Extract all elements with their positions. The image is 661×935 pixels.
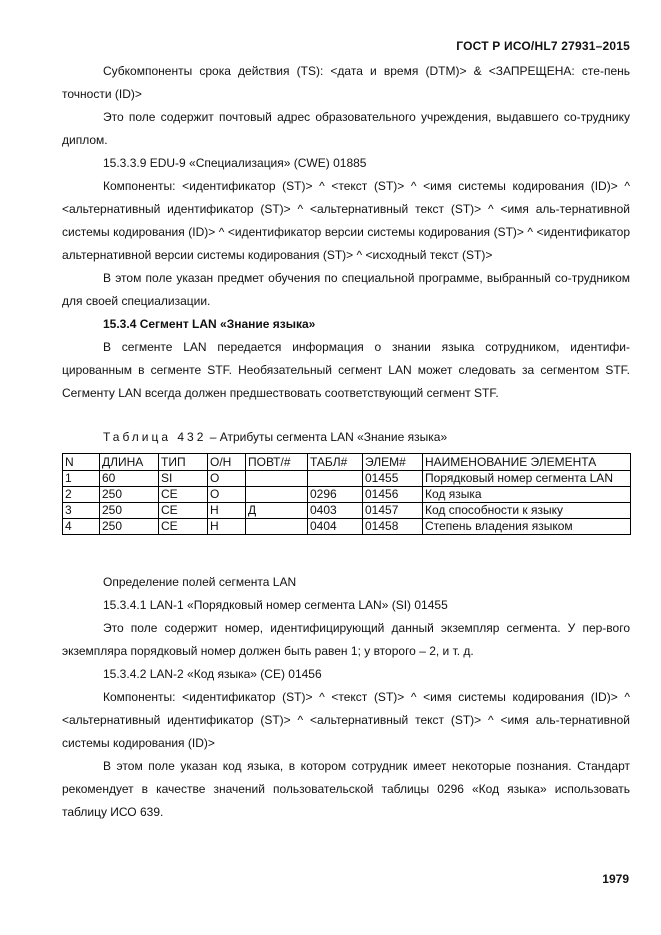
table-cell: CE <box>159 519 208 535</box>
table-cell: Код языка <box>423 487 631 503</box>
paragraph: В сегменте LAN передается информация о знании языка сотрудником, идентифи-цированным в сегменте STF. Необязательный сегмент LAN может следовать за сегментом STF. Сегменту LAN всегда должен предшествовать соответствующий сегмент STF. <box>62 340 630 400</box>
table-cell: Н <box>208 503 246 519</box>
table-row <box>63 503 631 519</box>
table-header-row <box>63 454 631 471</box>
paragraph: В этом поле указан код языка, в котором сотрудник имеет некоторые познания. Стандарт рекомендует в качестве значений пользовательской таблицы 0296 «Код языка» использовать таблицу ИСО 639. <box>62 759 630 819</box>
table-cell: 01458 <box>363 519 423 535</box>
segment-attributes-table <box>62 453 631 535</box>
table-cell: 250 <box>100 487 159 503</box>
table-header-cell: ПОВТ/# <box>246 454 308 471</box>
table-cell: 01455 <box>363 471 423 487</box>
table-cell: 0403 <box>308 503 363 519</box>
section-heading: 15.3.3.9 EDU-9 «Специализация» (CWE) 01885 <box>103 156 367 170</box>
table-cell: Д <box>246 503 308 519</box>
table-cell: 60 <box>100 471 159 487</box>
table-cell: CE <box>159 487 208 503</box>
table-header-cell: ДЛИНА <box>100 454 159 471</box>
paragraph: Компоненты: <идентификатор (ST)> ^ <текст (ST)> ^ <имя системы кодирования (ID)> ^ <альтернативный идентификатор (ST)> ^ <альтернативный текст (ST)> ^ <имя аль-тернативной системы кодирования (ID)> ^ <идентификатор версии системы кодирования (ST)> ^ <идентификатор альтернативной версии системы кодирования (ST)> ^ <исходный текст (ST)> <box>62 179 630 262</box>
section-heading-bold: 15.3.4 Сегмент LAN «Знание языка» <box>103 317 316 331</box>
paragraph: Субкомпоненты срока действия (TS): <дата и время (DTM)> & <ЗАПРЕЩЕНА: сте-пень точности (ID)> <box>62 64 630 101</box>
table-caption <box>103 430 447 444</box>
table-row <box>63 519 631 535</box>
table-header-cell: НАИМЕНОВАНИЕ ЭЛЕМЕНТА <box>423 454 631 471</box>
table-cell: Н <box>208 519 246 535</box>
table-header-cell: ЭЛЕМ# <box>363 454 423 471</box>
table-cell: Код способности к языку <box>423 503 631 519</box>
paragraph: Компоненты: <идентификатор (ST)> ^ <текст (ST)> ^ <имя системы кодирования (ID)> ^ <альтернативный идентификатор (ST)> ^ <альтернативный текст (ST)> ^ <имя аль-тернативной системы кодирования (ID)> <box>62 690 630 750</box>
table-row <box>63 487 631 503</box>
paragraph: В этом поле указан предмет обучения по специальной программе, выбранный со-трудником для своей специализации. <box>62 271 630 308</box>
section-heading: 15.3.4.2 LAN-2 «Код языка» (CE) 01456 <box>103 667 322 681</box>
paragraph: Определение полей сегмента LAN <box>103 575 297 589</box>
table-row <box>63 471 631 487</box>
table-cell: 4 <box>63 519 100 535</box>
table-caption-text: – Атрибуты сегмента LAN «Знание языка» <box>209 430 448 444</box>
table-cell <box>246 487 308 503</box>
paragraph: Это поле содержит почтовый адрес образовательного учреждения, выдавшего со-труднику диплом. <box>62 110 630 147</box>
section-heading: 15.3.4.1 LAN-1 «Порядковый номер сегмента LAN» (SI) 01455 <box>103 598 448 612</box>
table-cell: 3 <box>63 503 100 519</box>
table-header-cell: О/Н <box>208 454 246 471</box>
table-cell: 250 <box>100 519 159 535</box>
table-cell: CE <box>159 503 208 519</box>
table-cell: 01457 <box>363 503 423 519</box>
table-cell <box>246 519 308 535</box>
table-cell <box>308 471 363 487</box>
standard-header: ГОСТ Р ИСО/HL7 27931–2015 <box>456 39 630 53</box>
table-cell: O <box>208 487 246 503</box>
table-cell <box>246 471 308 487</box>
table-header-cell: ТАБЛ# <box>308 454 363 471</box>
table-cell: 250 <box>100 503 159 519</box>
table-header-cell: N <box>63 454 100 471</box>
table-cell: 01456 <box>363 487 423 503</box>
body-text-bottom <box>62 571 630 824</box>
page-number: 1979 <box>602 872 629 886</box>
table-cell: O <box>208 471 246 487</box>
table-cell: Степень владения языком <box>423 519 631 535</box>
table-cell: 1 <box>63 471 100 487</box>
table-cell: 2 <box>63 487 100 503</box>
table-cell: 0404 <box>308 519 363 535</box>
paragraph: Это поле содержит номер, идентифицирующий данный экземпляр сегмента. У пер-вого экземпляра порядковый номер должен быть равен 1; у второго – 2, и т. д. <box>62 621 630 658</box>
body-text-top <box>62 60 630 405</box>
table-cell: SI <box>159 471 208 487</box>
table-caption-label: Таблица 432 <box>103 430 207 444</box>
table-header-cell: ТИП <box>159 454 208 471</box>
table-cell: Порядковый номер сегмента LAN <box>423 471 631 487</box>
table-cell: 0296 <box>308 487 363 503</box>
